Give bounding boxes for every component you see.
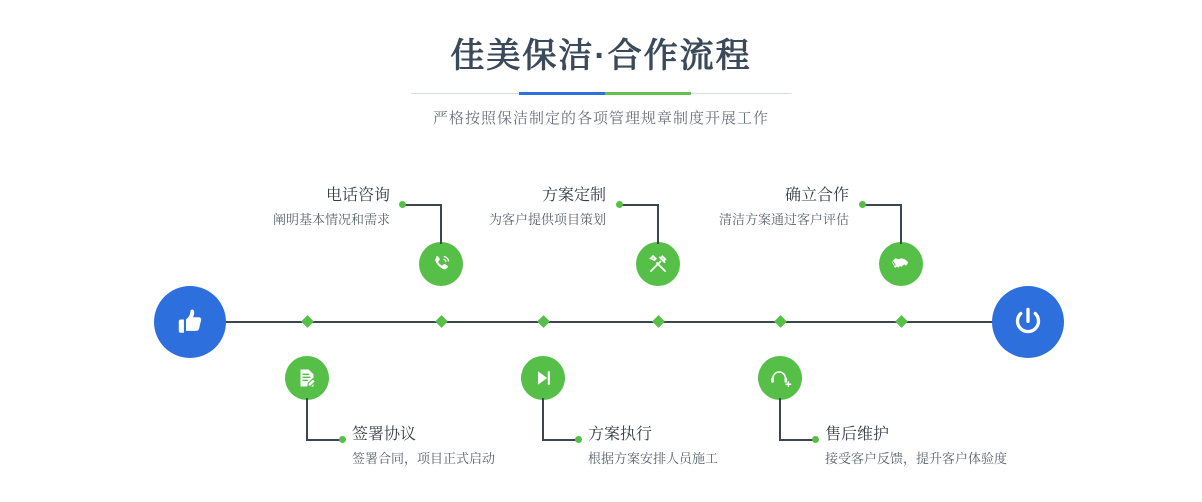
handshake-icon (889, 252, 914, 277)
step-node-plan-execute[interactable] (521, 356, 565, 400)
connector-dot-4 (575, 436, 582, 443)
step-title: 签署协议 (352, 426, 417, 443)
tools-icon (646, 252, 670, 276)
axis-marker-3 (652, 315, 665, 328)
connector-horizontal-5 (864, 204, 901, 206)
step-label-after-sales (825, 425, 1105, 469)
customer-service-add-icon (768, 366, 792, 390)
step-node-sign-agreement[interactable] (285, 356, 329, 400)
divider-accent-blue (519, 92, 605, 95)
connector-horizontal-2 (306, 439, 343, 441)
connector-dot-2 (339, 436, 346, 443)
step-desc: 清洁方案通过客户评估 (718, 212, 849, 227)
step-title: 确立合作 (784, 187, 849, 204)
step-node-after-sales[interactable] (758, 356, 802, 400)
connector-dot-6 (812, 436, 819, 443)
step-title: 方案执行 (588, 426, 653, 443)
timeline-start-marker (154, 286, 226, 358)
step-label-establish-cooperation (609, 186, 849, 230)
step-desc: 接受客户反馈，提升客户体验度 (825, 451, 1008, 466)
axis-marker-2 (301, 315, 314, 328)
step-desc: 为客户提供项目策划 (488, 212, 606, 227)
connector-dot-5 (859, 201, 866, 208)
connector-vertical-2 (306, 398, 308, 440)
play-next-icon (532, 367, 554, 389)
connector-vertical-4 (542, 398, 544, 440)
connector-horizontal-6 (779, 439, 816, 441)
step-desc: 阐明基本情况和需求 (272, 212, 390, 227)
connector-vertical-5 (900, 204, 902, 244)
step-title: 方案定制 (541, 187, 606, 204)
page-header (0, 34, 1202, 128)
step-label-plan-execute (588, 425, 848, 469)
step-label-sign-agreement (352, 425, 612, 469)
power-icon (1010, 304, 1046, 340)
step-desc: 签署合同，项目正式启动 (352, 451, 496, 466)
timeline-end-marker (992, 286, 1064, 358)
step-desc: 根据方案安排人员施工 (588, 451, 719, 466)
axis-marker-6 (774, 315, 787, 328)
axis-marker-1 (435, 315, 448, 328)
step-label-plan-customize (366, 186, 606, 230)
thumbs-up-icon (173, 305, 207, 339)
axis-marker-5 (895, 315, 908, 328)
step-label-phone-consult (150, 186, 390, 230)
step-node-establish-cooperation[interactable] (879, 242, 923, 286)
connector-vertical-6 (779, 398, 781, 440)
divider-accent-green (605, 92, 691, 95)
axis-marker-4 (537, 315, 550, 328)
step-title: 售后维护 (825, 426, 890, 443)
connector-horizontal-4 (542, 439, 579, 441)
document-edit-icon (295, 366, 319, 390)
page-title: 佳美保洁·合作流程 (450, 37, 752, 75)
step-title: 电话咨询 (325, 187, 390, 204)
phone-call-icon (429, 252, 453, 276)
title-divider (411, 92, 791, 95)
page-subtitle: 严格按照保洁制定的各项管理规章制度开展工作 (432, 110, 769, 127)
step-node-phone-consult[interactable] (419, 242, 463, 286)
step-node-plan-customize[interactable] (636, 242, 680, 286)
